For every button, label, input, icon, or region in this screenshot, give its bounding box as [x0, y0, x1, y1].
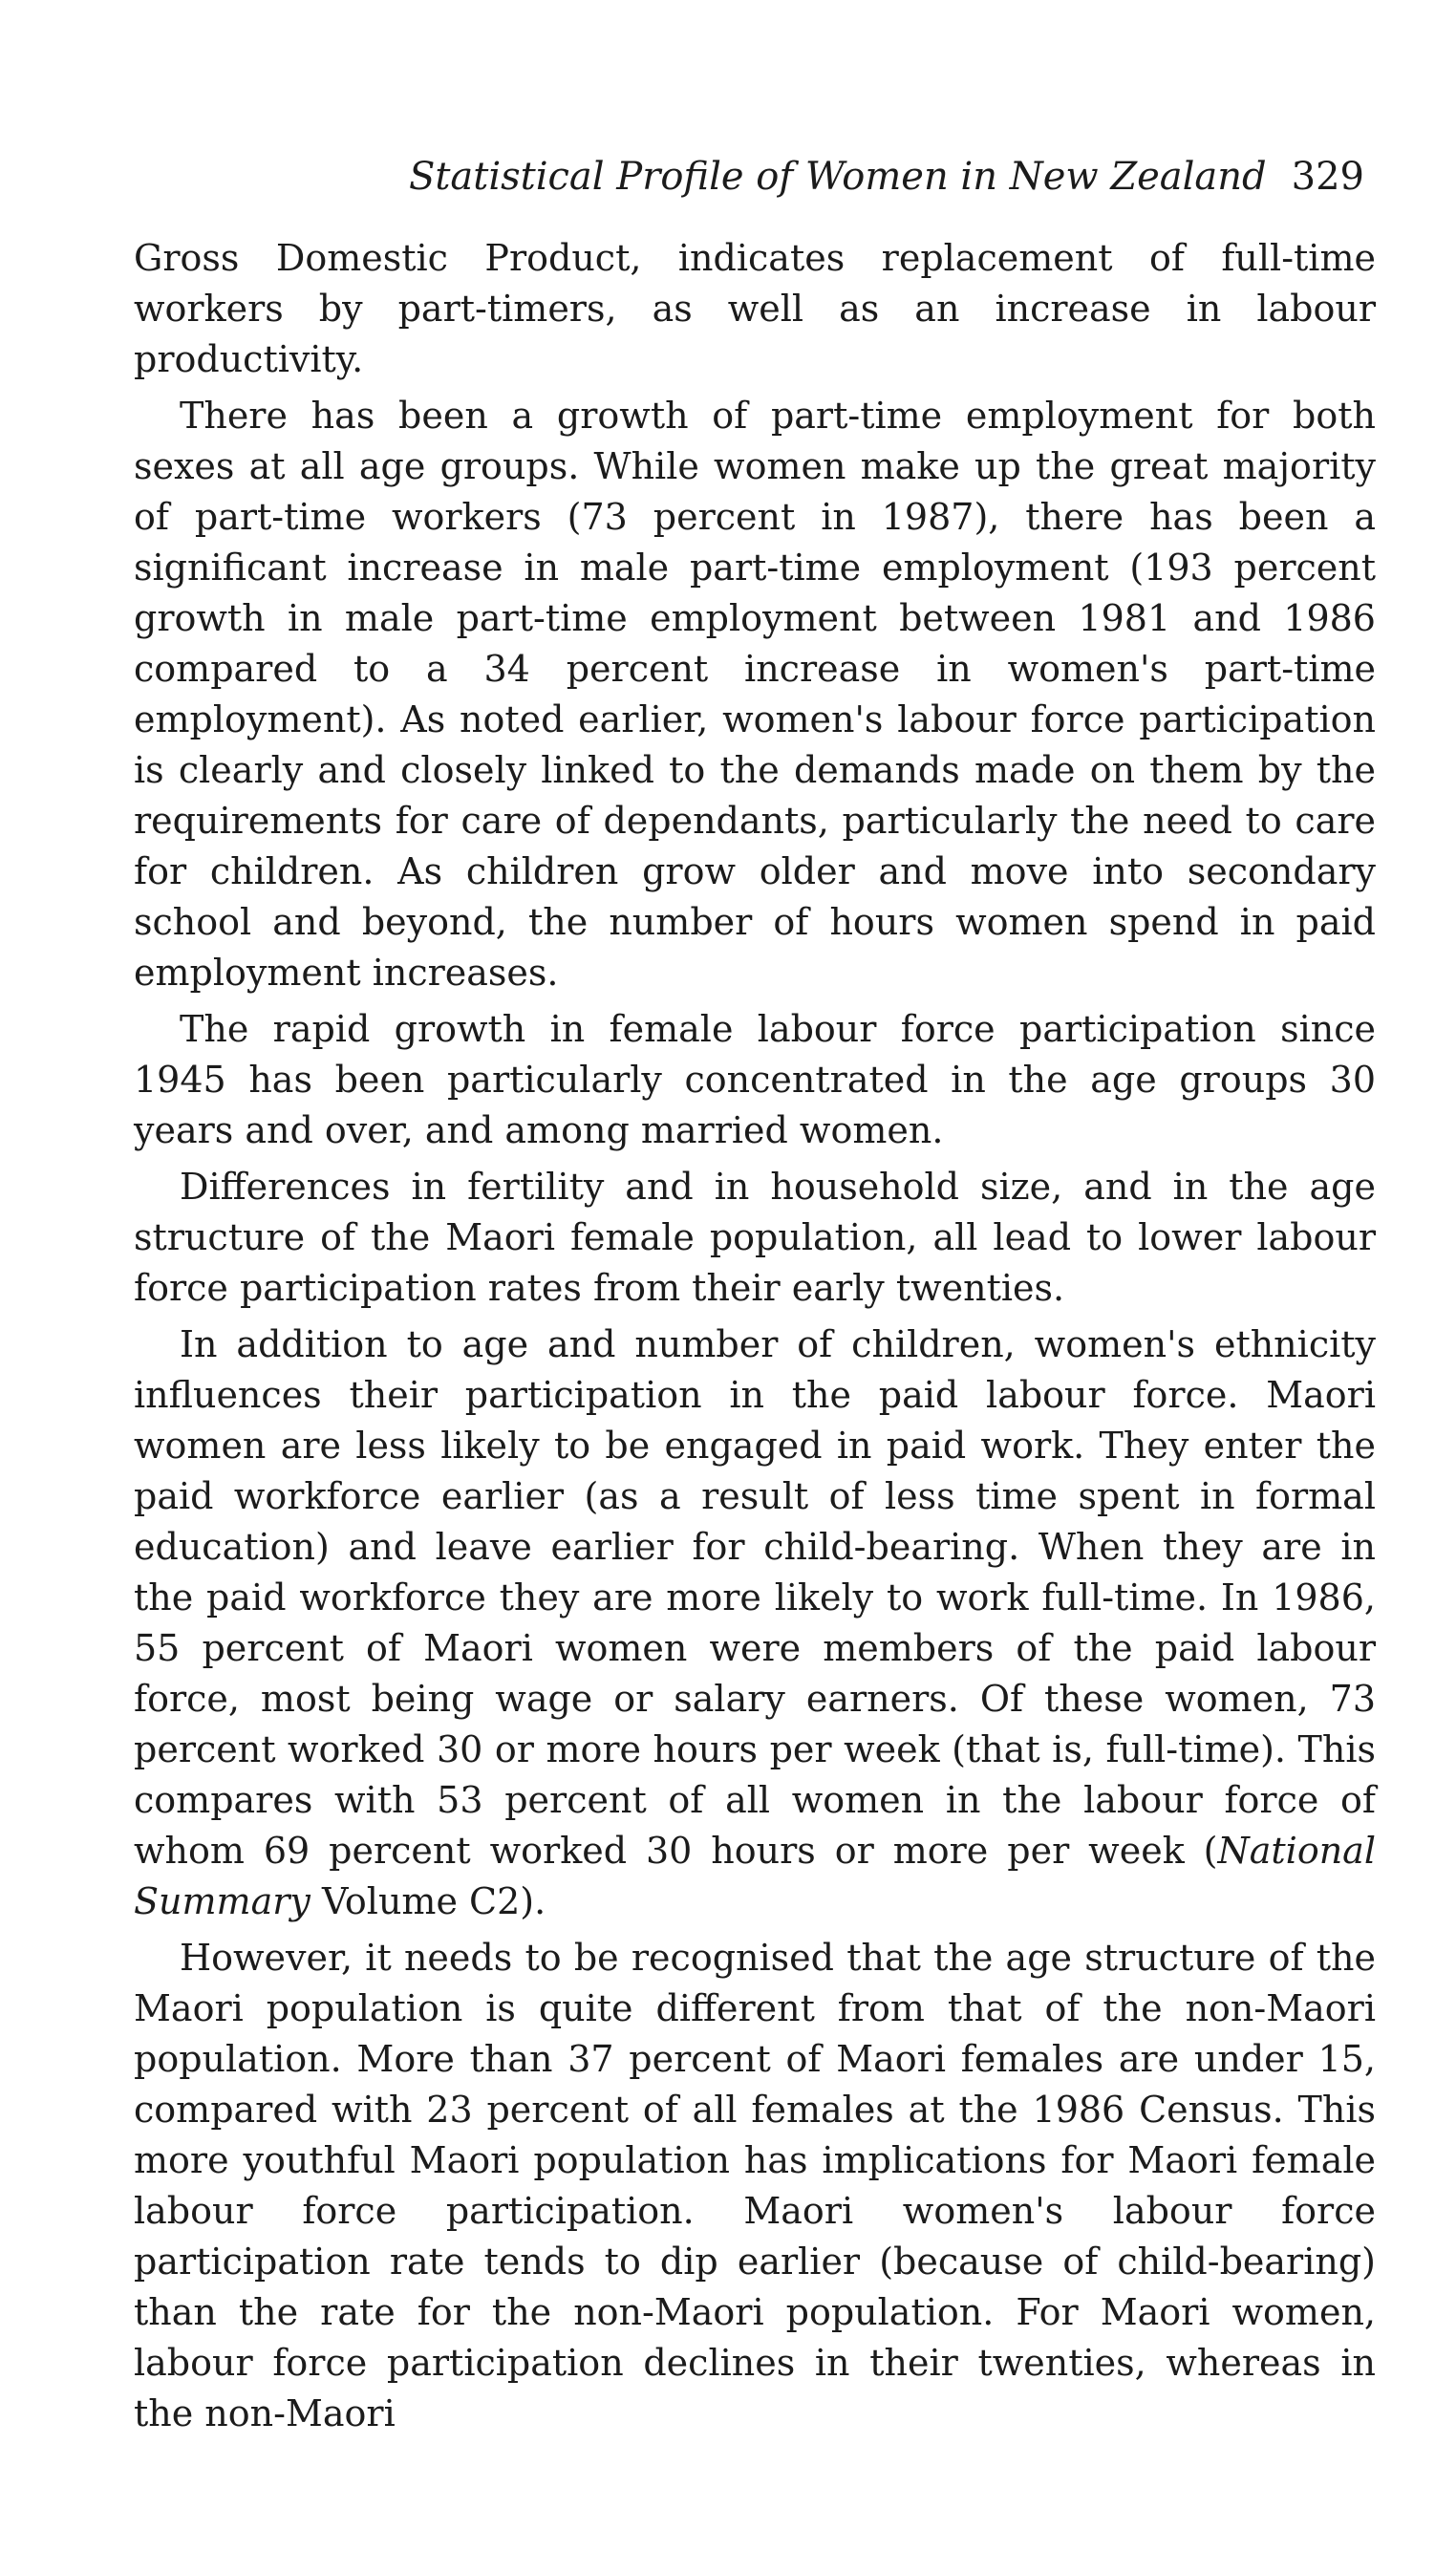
paragraph-3: The rapid growth in female labour force participation since 1945 has been particularly concentrated in the age groups 30 years and over, and among married women. [134, 1008, 1376, 1151]
page-number: 329 [1291, 155, 1364, 199]
paragraph-5 [134, 1319, 1376, 1927]
paragraph-5-text: In addition to age and number of children, women's ethnicity influences their participation in the paid labour force. Maori women are less likely to be engaged in paid work. They enter the paid workforce earlier (as a result of less time spent in formal education) and leave earlier for child-bearing. When they are in the paid workforce they are more likely to work full-time. In 1986, 55 percent of Maori women were members of the paid labour force, most being wage or salary earners. Of these women, 73 percent worked 30 or more hours per week (that is, full-time). This compares with 53 percent of all women in the labour force of whom 69 percent worked 30 hours or more per week ( [134, 1323, 1376, 1872]
paragraph-1: Gross Domestic Product, indicates replacement of full-time workers by part-timers, as well as an increase in labour productivity. [134, 237, 1376, 380]
paragraph-4: Differences in fertility and in household size, and in the age structure of the Maori female population, all lead to lower labour force participation rates from their early twenties. [134, 1166, 1376, 1309]
publication-title: National Summary [134, 1830, 1376, 1922]
paragraph-6: However, it needs to be recognised that the age structure of the Maori population is quite different from that of the non-Maori population. More than 37 percent of Maori females are under 15, compared with 23 percent of all females at the 1986 Census. This more youthful Maori population has implications for Maori female labour force participation. Maori women's labour force participation rate tends to dip earlier (because of child-bearing) than the rate for the non-Maori population. For Maori women, labour force participation declines in their twenties, whereas in the non-Maori [134, 1937, 1376, 2434]
paragraph-2: There has been a growth of part-time employment for both sexes at all age groups. While women make up the great majority of part-time workers (73 percent in 1987), there has been a significant increase in male part-time employment (193 percent growth in male part-time employment between 1981 and 1986 compared to a 34 percent increase in women's part-time employment). As noted earlier, women's labour force participation is clearly and closely linked to the demands made on them by the requirements for care of dependants, particularly the need to care for children. As children grow older and move into secondary school and beyond, the number of hours women spend in paid employment increases. [134, 395, 1376, 994]
body-text [134, 233, 1376, 2445]
running-head [134, 148, 1364, 205]
running-head-title: Statistical Profile of Women in New Zealand [408, 155, 1267, 199]
paragraph-5-text-end: Volume C2). [310, 1880, 546, 1922]
